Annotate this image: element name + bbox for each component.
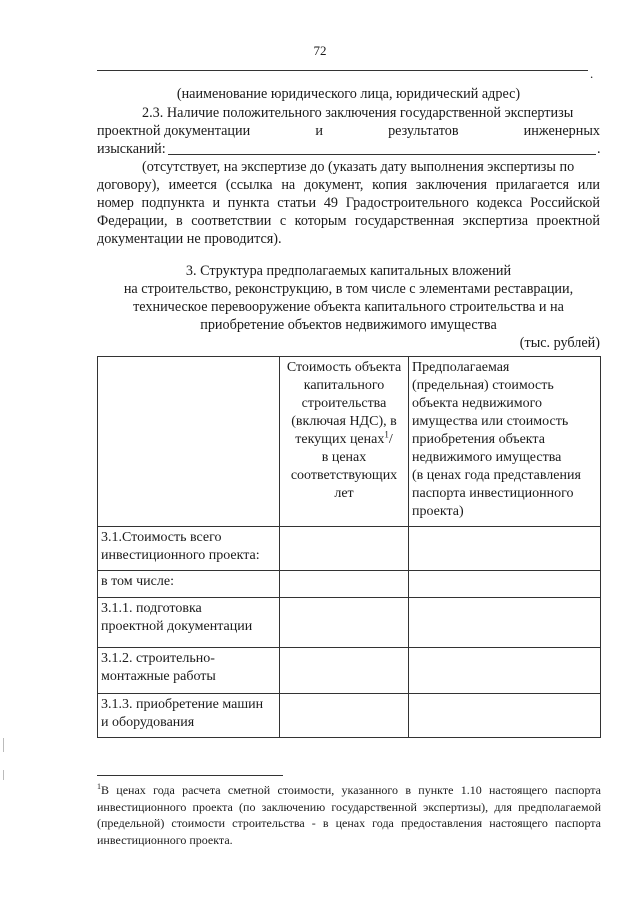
section-3-title-line-1: 3. Структура предполагаемых капитальных вложений — [185, 263, 512, 279]
section-3-title-line-3: техническое перевооружение объекта капитального строительства и на — [133, 299, 564, 315]
section-2-3-note — [97, 158, 600, 248]
scan-edge-mark — [3, 770, 4, 780]
cell-construction-b — [280, 648, 409, 694]
table-header-row — [98, 357, 601, 527]
note-line-5: документации не проводится). — [97, 231, 282, 247]
table-row — [98, 694, 601, 738]
cell-including-b — [280, 571, 409, 598]
header-col-a — [98, 357, 280, 527]
cell-design-docs-b — [280, 598, 409, 648]
cell-equipment-b — [280, 694, 409, 738]
scan-edge-mark — [3, 738, 4, 752]
row-label-design-docs: 3.1.1. подготовка проектной документации — [98, 598, 280, 648]
row-label-including: в том числе: — [98, 571, 280, 598]
line2-word-3: результатов — [388, 123, 459, 139]
row-label-construction: 3.1.2. строительно- монтажные работы — [98, 648, 280, 694]
cell-total-c — [409, 527, 601, 571]
row-label-total: 3.1.Стоимость всего инвестиционного проекта: — [98, 527, 280, 571]
section-3-title — [97, 262, 600, 334]
footnote-mark: 1 — [97, 782, 101, 791]
expertise-line-end: . — [597, 141, 601, 157]
units-label: (тыс. рублей) — [519, 335, 600, 351]
cell-design-docs-c — [409, 598, 601, 648]
cell-total-b — [280, 527, 409, 571]
table-row — [98, 648, 601, 694]
note-line-1: (отсутствует, на экспертизе до (указать дату выполнения экспертизы по — [142, 159, 575, 175]
section-2-3-line3-label: изысканий: — [97, 141, 166, 157]
cell-including-c — [409, 571, 601, 598]
header-col-c: Предполагаемая (предельная) стоимость объекта недвижимого имущества или стоимость приобретения объекта недвижимого имущества (в ценах года представления паспорта инвестиционного проекта) — [409, 357, 601, 527]
section-2-3-line2 — [97, 122, 600, 140]
legal-entity-caption: (наименование юридического лица, юридический адрес) — [176, 86, 521, 102]
table-row — [98, 571, 601, 598]
capital-investment-table — [97, 356, 601, 738]
note-line-3: номер подпункта и пункта статьи 49 Градостроительного кодекса Российской — [97, 195, 600, 211]
header-col-b: Стоимость объекта капитального строительства (включая НДС), в текущих ценах$^1$/ в ценах соответствующих лет — [280, 357, 409, 527]
footnote-separator — [97, 775, 283, 776]
legal-entity-blank-line — [97, 70, 588, 71]
expertise-blank-line — [168, 154, 596, 155]
table-row — [98, 527, 601, 571]
table-row — [98, 598, 601, 648]
line2-word-1: проектной документации — [97, 123, 251, 139]
section-3-title-line-4: приобретение объектов недвижимого имущества — [200, 317, 497, 333]
footnote-ref-mark: 1 — [384, 429, 389, 440]
legal-entity-line-end: . — [590, 66, 594, 81]
note-line-2: договору), имеется (ссылка на документ, копия заключения прилагается или — [97, 177, 600, 193]
section-2-3-heading: 2.3. Наличие положительного заключения государственной экспертизы — [142, 105, 574, 121]
cell-equipment-c — [409, 694, 601, 738]
page-number: 72 — [313, 43, 327, 58]
line2-word-4: инженерных — [523, 123, 600, 139]
section-3-title-line-2: на строительство, реконструкцию, в том числе с элементами реставрации, — [123, 281, 574, 297]
cell-construction-c — [409, 648, 601, 694]
footnote — [97, 782, 601, 848]
footnote-text: В ценах года расчета сметной стоимости, указанного в пункте 1.10 настоящего паспорта инвестиционного проекта (по заключению государственной экспертизы), для предполагаемой (предельной) стоимости строительства - в ценах года предоставления настоящего паспорта инвестиционного проекта. — [97, 783, 601, 847]
row-label-equipment: 3.1.3. приобретение машин и оборудования — [98, 694, 280, 738]
note-line-4: Федерации, в соответствии с которым государственная экспертиза проектной — [97, 213, 600, 229]
line2-word-2: и — [315, 123, 323, 139]
